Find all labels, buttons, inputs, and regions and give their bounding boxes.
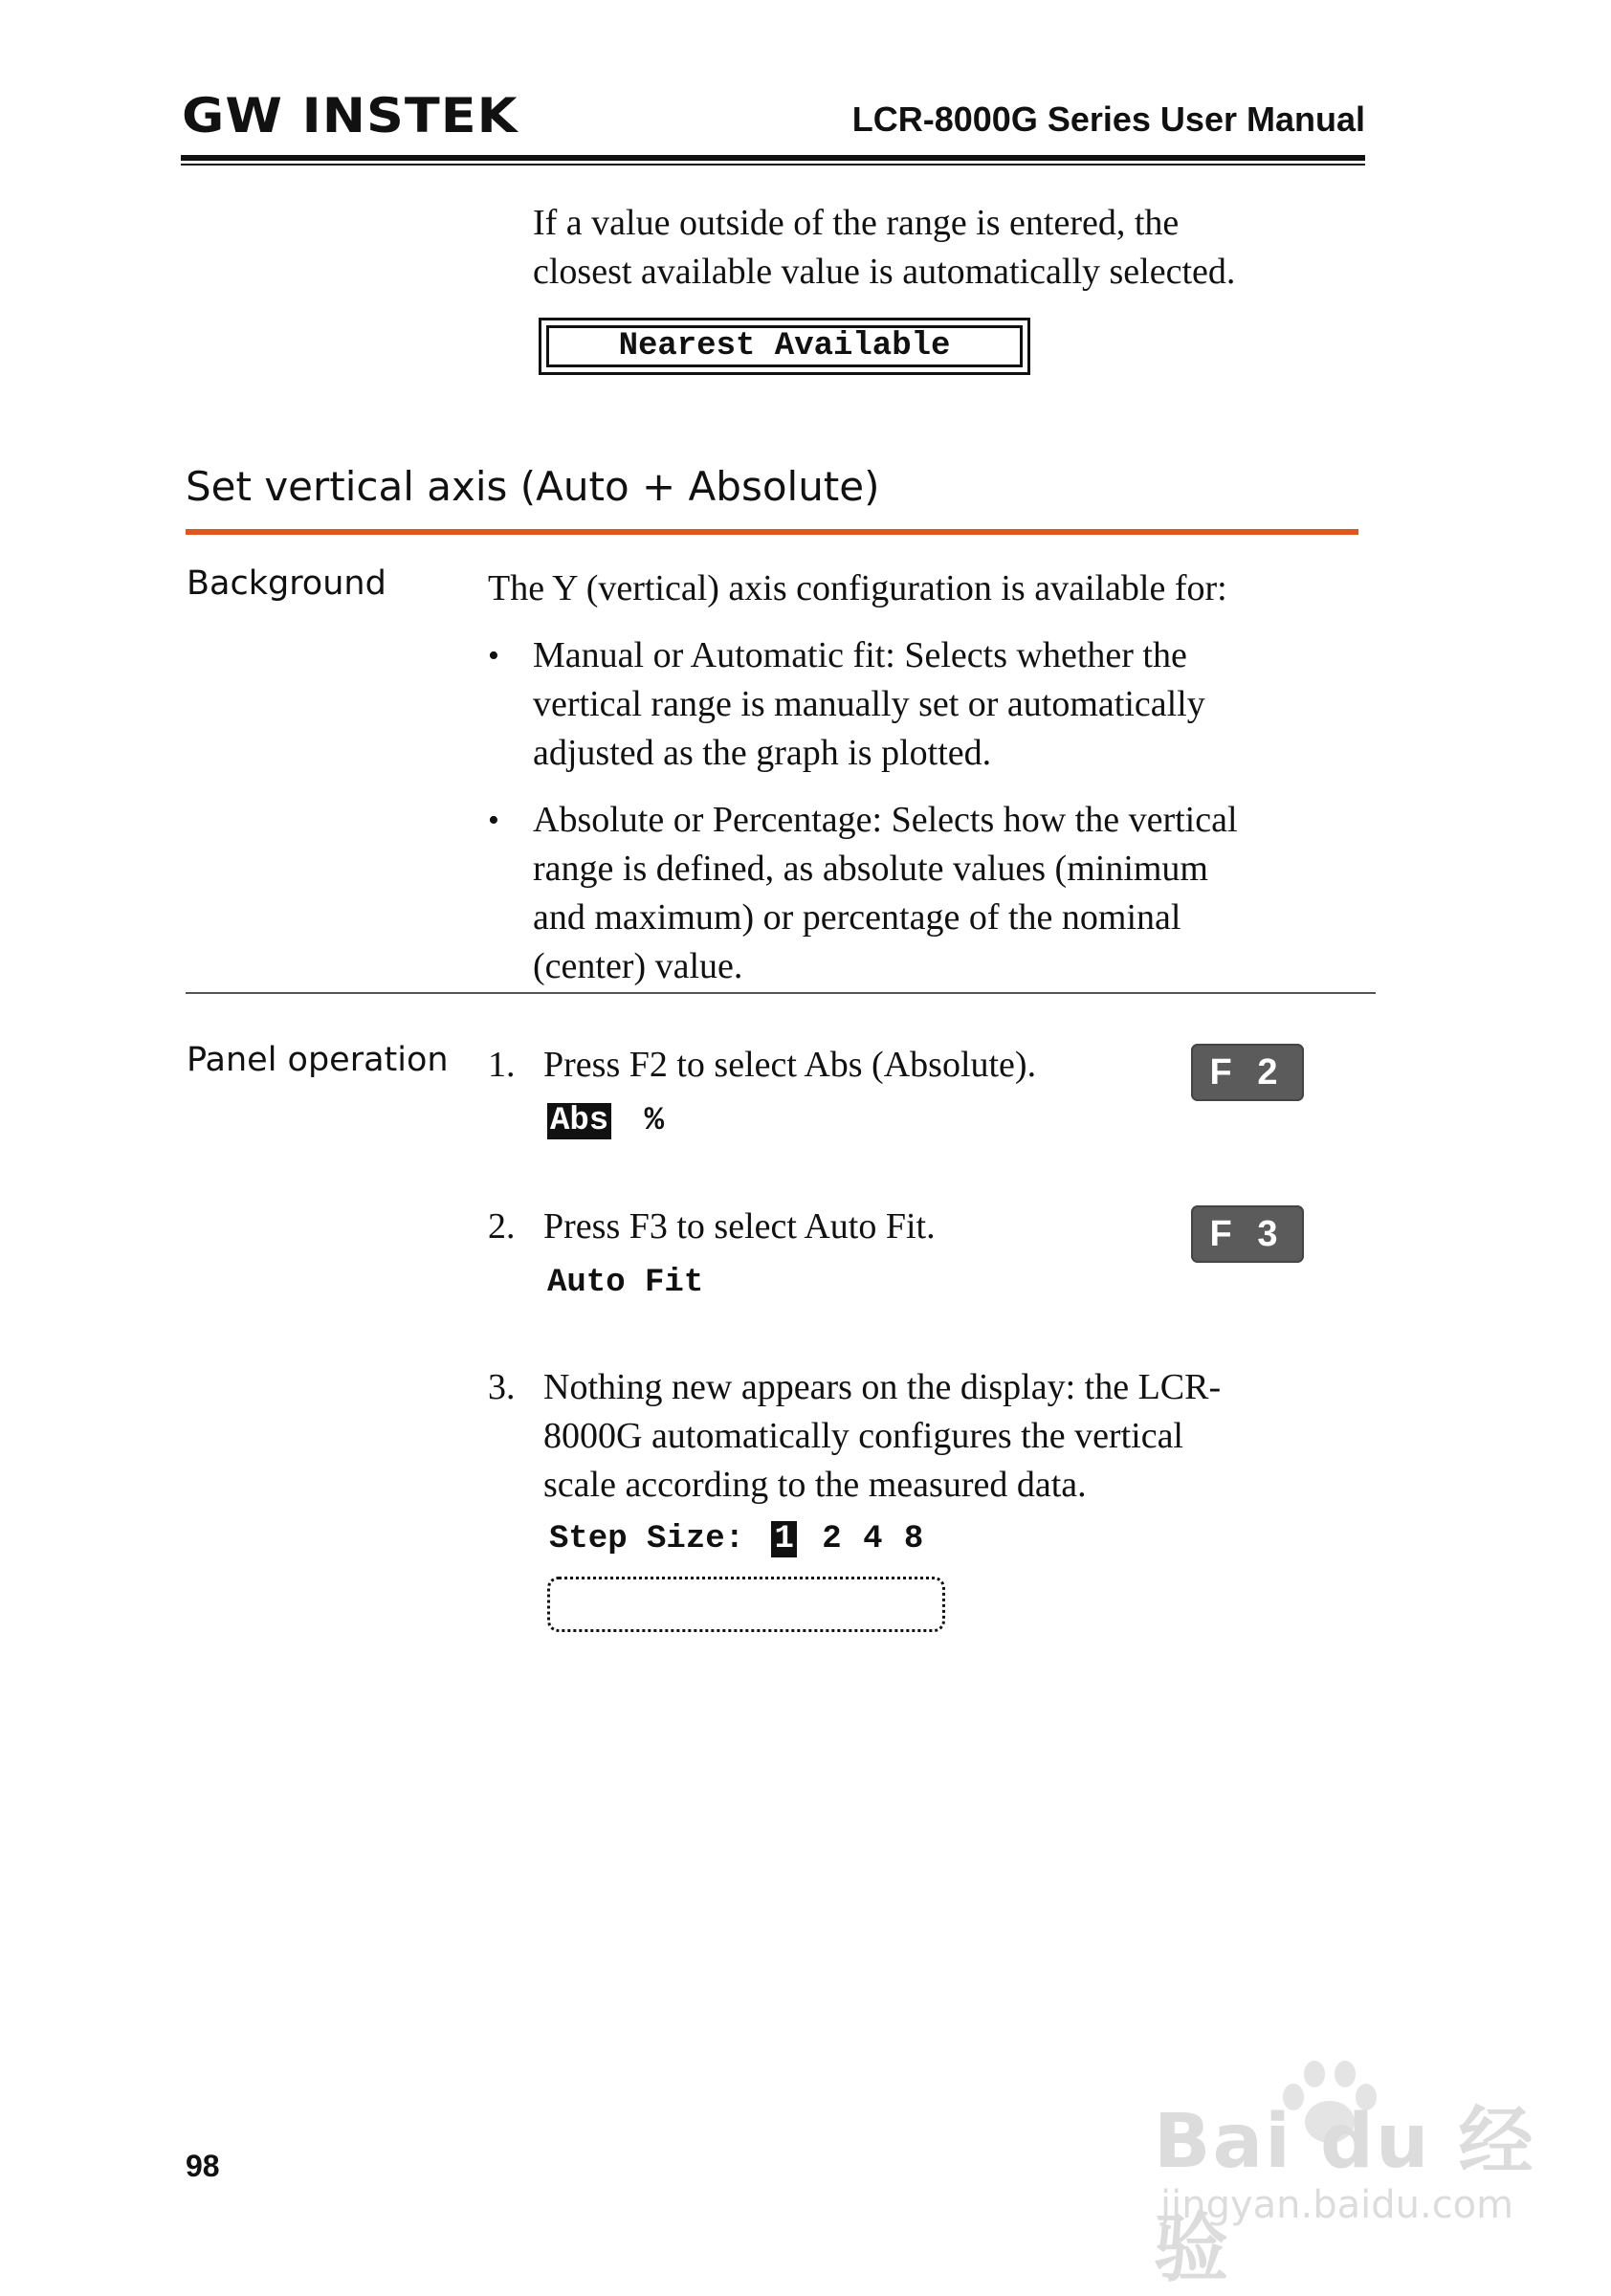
lcd-empty-dotted-box [547,1577,945,1632]
header-rule-thin [181,164,1365,166]
document-title: LCR-8000G Series User Manual [851,99,1365,139]
lcd-percent-option: % [644,1103,665,1139]
header-rule [181,155,1365,161]
step-2-number: 2. [488,1206,516,1247]
page-number: 98 [186,2149,220,2183]
lcd-abs-selected: Abs [547,1103,611,1139]
lcd-nearest-available-text: Nearest Available [618,328,951,364]
step-3-number: 3. [488,1367,516,1407]
lcd-step-size [549,1521,923,1557]
bullet-2-line-1: Absolute or Percentage: Selects how the vertical [533,800,1238,840]
section-divider [186,992,1376,994]
bullet-1-line-1: Manual or Automatic fit: Selects whether the [533,635,1187,675]
step-2-text: Press F3 to select Auto Fit. [543,1206,936,1247]
step-3-line-2: 8000G automatically configures the vertical [543,1416,1183,1456]
panel-operation-label: Panel operation [187,1041,449,1079]
lcd-auto-fit: Auto Fit [547,1265,704,1301]
lcd-step-size-options: 2 4 8 [822,1521,924,1557]
intro-line-2: closest available value is automatically selected. [533,252,1236,292]
bullet-2-line-2: range is defined, as absolute values (minimum [533,849,1208,889]
step-3-line-3: scale according to the measured data. [543,1465,1087,1505]
step-3-line-1: Nothing new appears on the display: the LCR- [543,1367,1222,1407]
f3-key[interactable]: F 3 [1191,1205,1304,1263]
lcd-abs-percent [547,1103,664,1139]
bullet-2-line-3: and maximum) or percentage of the nominal [533,897,1181,938]
step-1-number: 1. [488,1045,516,1085]
bullet-dot-1: • [488,638,499,673]
lcd-step-size-label: Step Size: [549,1521,745,1557]
section-title: Set vertical axis (Auto + Absolute) [186,463,880,510]
f2-key[interactable]: F 2 [1191,1044,1304,1101]
section-rule [186,529,1358,535]
watermark-url: jingyan.baidu.com [1160,2183,1514,2227]
lcd-nearest-available-box [539,318,1030,375]
bullet-1-line-2: vertical range is manually set or automatically [533,684,1205,724]
bullet-dot-2: • [488,803,499,838]
background-label: Background [187,564,386,603]
step-1-text: Press F2 to select Abs (Absolute). [543,1045,1037,1085]
background-lead: The Y (vertical) axis configuration is available for: [488,568,1227,608]
brand-logo: GW INSTEK [182,88,519,144]
watermark-brand: Bai du 经验 [1154,2099,1535,2292]
intro-line-1: If a value outside of the range is entered, the [533,203,1180,243]
bullet-1-line-3: adjusted as the graph is plotted. [533,733,992,773]
bullet-2-line-4: (center) value. [533,946,743,986]
lcd-step-size-selected: 1 [771,1521,796,1557]
